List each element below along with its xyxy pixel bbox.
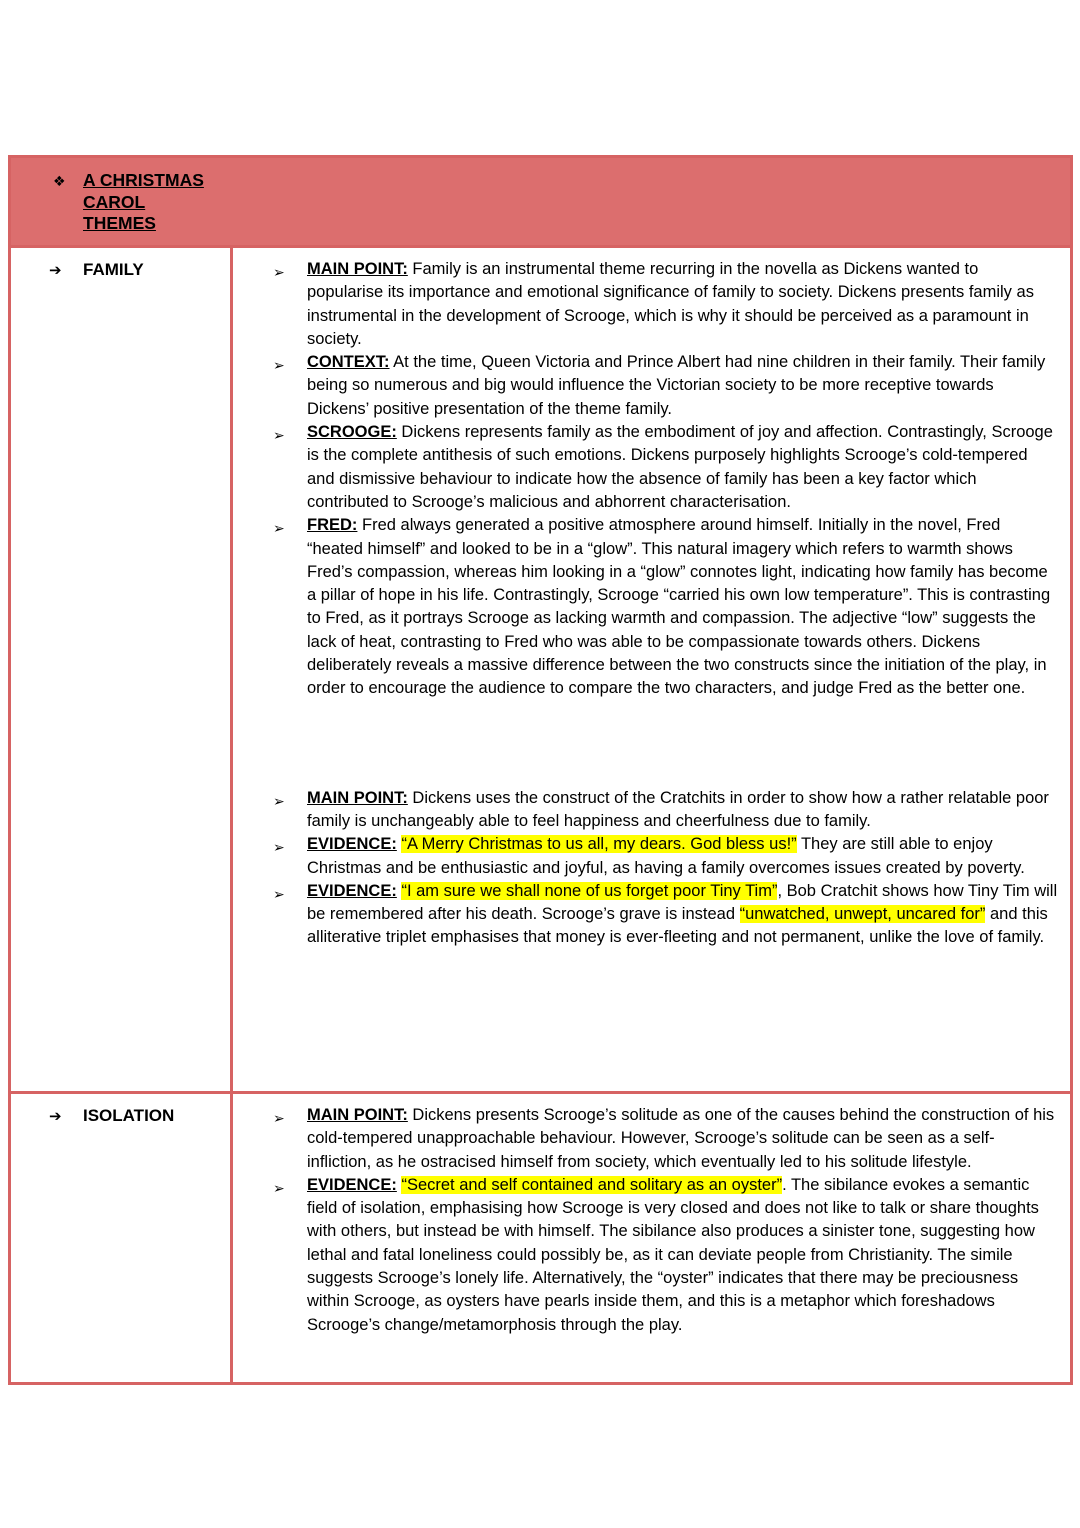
note-plain-text: , Bob Cratchit shows how Tiny Tim will be remembered after his death. Scrooge’s grave is instead <box>307 881 1058 924</box>
note-text <box>307 789 1049 830</box>
theme-row-isolation <box>11 1091 1070 1382</box>
highlighted-quote: “I am sure we shall none of us forget poor Tiny Tim” <box>401 881 778 900</box>
highlighted-quote: “Secret and self contained and solitary as an oyster” <box>401 1175 783 1194</box>
note-item <box>233 258 1058 351</box>
highlighted-quote: “A Merry Christmas to us all, my dears. God bless us!” <box>401 835 797 854</box>
chevron-bullet-icon: ➢ <box>273 839 285 856</box>
note-block <box>233 787 1058 950</box>
note-item <box>233 833 1058 880</box>
note-text <box>307 353 1045 418</box>
diamond-bullet-icon: ❖ <box>53 173 66 189</box>
document-title <box>83 170 1060 235</box>
note-plain-text: Dickens presents Scrooge’s solitude as one of the causes behind the construction of his cold-tempered unapproachable behaviour. However, Scrooge’s solitude can be seen as a self-infliction, as he ostracised himself from society, which eventually led to his solitude lifestyle. <box>307 1106 1055 1171</box>
theme-row-family <box>11 245 1070 1091</box>
arrow-bullet-icon: ➔ <box>49 262 62 279</box>
arrow-bullet-icon: ➔ <box>49 1108 62 1125</box>
chevron-bullet-icon: ➢ <box>273 427 285 444</box>
note-label: CONTEXT: <box>307 353 390 372</box>
chevron-bullet-icon: ➢ <box>273 520 285 537</box>
chevron-bullet-icon: ➢ <box>273 792 285 809</box>
note-plain-text: Dickens represents family as the embodiment of joy and affection. Contrastingly, Scrooge is the complete antithesis of such emotions. Dickens purposely highlights Scrooge’s cold-tempered and dismissive behaviour to indicate how the absence of family has been a key factor which contributed to Scrooge’s malicious and abhorrent characterisation. <box>307 423 1053 511</box>
chevron-bullet-icon: ➢ <box>273 1179 285 1196</box>
notes-cell-family <box>233 248 1070 1091</box>
note-label: MAIN POINT: <box>307 260 408 278</box>
note-text <box>307 1106 1054 1171</box>
note-label: EVIDENCE: <box>307 881 397 900</box>
note-text <box>307 260 1034 348</box>
note-plain-text: . The sibilance evokes a semantic field of isolation, emphasising how Scrooge is very closed and does not like to talk or share thoughts with others, but instead be with himself. The sibilance also produces a sinister tone, suggesting how lethal and fatal loneliness could possibly be, as it can deviate people from Christianity. The simile suggests Scrooge’s lonely life. Alternatively, the “oyster” indicates that there may be preciousness within Scrooge, as oysters have pearls inside them, and this is a metaphor which foreshadows Scrooge’s change/metamorphosis through the play. <box>307 1175 1039 1334</box>
note-text <box>307 516 1050 697</box>
note-label: MAIN POINT: <box>307 788 408 807</box>
note-item <box>233 351 1058 421</box>
highlighted-quote: “unwatched, unwept, uncared for” <box>739 905 986 924</box>
themes-table <box>8 155 1073 1385</box>
chevron-bullet-icon: ➢ <box>273 264 285 280</box>
note-label: EVIDENCE: <box>307 1175 397 1194</box>
note-plain-text: and this alliterative triplet emphasises that money is ever-fleeting and not permanent, unlike the love of family. <box>307 905 1048 947</box>
table-header-row <box>11 158 1070 245</box>
note-item <box>233 880 1058 950</box>
note-text <box>307 882 1057 947</box>
chevron-bullet-icon: ➢ <box>273 357 285 374</box>
note-item <box>233 1104 1058 1174</box>
note-plain-text: Dickens uses the construct of the Cratchits in order to show how a rather relatable poor family is unchangeably able to feel happiness and cheerfulness due to family. <box>307 788 1049 830</box>
note-item <box>233 1174 1058 1337</box>
note-item <box>233 421 1058 514</box>
note-label: MAIN POINT: <box>307 1106 408 1124</box>
note-item <box>233 787 1058 834</box>
theme-cell-family <box>11 248 233 1091</box>
note-text <box>307 423 1053 511</box>
notes-cell-isolation <box>233 1094 1070 1382</box>
note-label: SCROOGE: <box>307 423 397 442</box>
note-block <box>233 258 1058 701</box>
note-plain-text: Family is an instrumental theme recurring in the novella as Dickens wanted to popularise its importance and emotional significance of family to society. Dickens presents family as instrumental in the development of Scrooge, which is why it should be perceived as a paramount in society. <box>307 260 1034 348</box>
document-title-line: A CHRISTMAS <box>83 170 204 190</box>
chevron-bullet-icon: ➢ <box>273 885 285 902</box>
document-title-line: CAROL <box>83 191 146 212</box>
theme-label-family: FAMILY <box>83 260 144 279</box>
note-item <box>233 514 1058 700</box>
document-title-line: THEMES <box>83 213 156 234</box>
note-plain-text: Fred always generated a positive atmosphere around himself. Initially in the novel, Fred “heated himself” and looked to be in a “glow”. This natural imagery which refers to warmth shows Fred’s compassion, whereas him looking in a “glow” connotes light, indicating how family has become a pillar of hope in his life. Contrastingly, Scrooge “carried his own low temperature”. This is contrasting to Fred, as it portrays Scrooge as lacking warmth and compassion. The adjective “low” suggests the lack of heat, contrasting to Fred who was able to be compassionate towards others. Dickens deliberately reveals a massive difference between the two constructs since the initiation of the play, in order to encourage the audience to compare the two characters, and judge Fred as the better one. <box>307 516 1051 698</box>
note-plain-text: At the time, Queen Victoria and Prince Albert had nine children in their family. Their family being so numerous and big would influence the Victorian society to be more receptive towards Dickens’ positive presentation of the theme family. <box>307 353 1046 418</box>
note-label: EVIDENCE: <box>307 835 397 854</box>
table-body <box>11 245 1070 1382</box>
note-plain-text: They are still able to enjoy Christmas and be enthusiastic and joyful, as having a family overcomes issues created by poverty. <box>307 835 1025 877</box>
theme-label-isolation: ISOLATION <box>83 1106 175 1125</box>
theme-cell-isolation <box>11 1094 233 1382</box>
note-text <box>307 835 1025 876</box>
note-text <box>307 1176 1039 1334</box>
note-label: FRED: <box>307 516 358 535</box>
note-block <box>233 1104 1058 1337</box>
chevron-bullet-icon: ➢ <box>273 1110 285 1126</box>
